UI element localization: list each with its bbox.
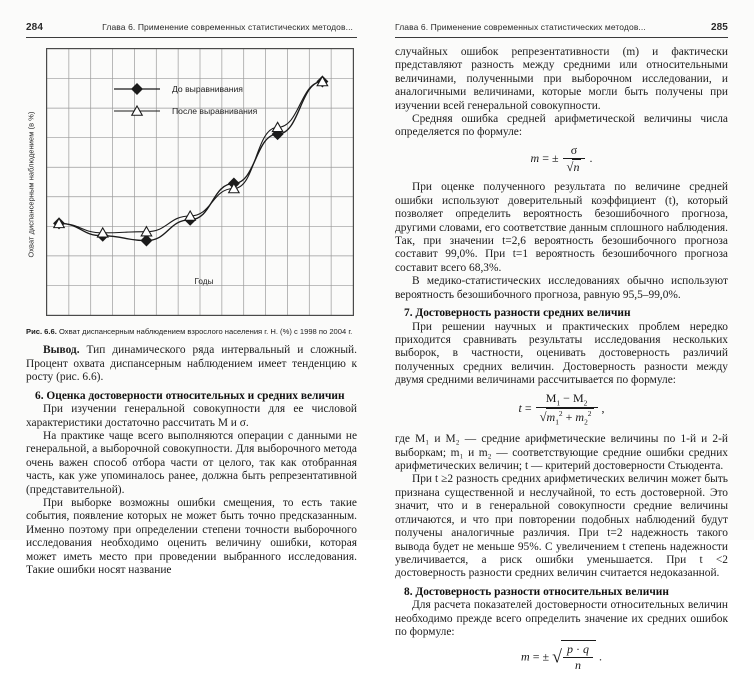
legend-label: До выравнивания: [172, 84, 243, 95]
right-page: [377, 0, 754, 673]
chart-series-layer: [54, 76, 328, 245]
formula-student-t: t = $\frac{M_1 - M_2}{√m_1^2 + m_2^2}$ ,: [518, 390, 605, 427]
figure-caption: [26, 327, 357, 336]
paragraph-right-8: Для расчета показателей достоверности относительных величин необходимо прежде всего определить значение их средних ошибок по формуле:: [395, 599, 728, 638]
legend-marker: [132, 84, 142, 94]
paragraph-right-7: При t ≥2 разность средних арифметических величин может быть признана существенной и неслучайной, то есть достоверной. Это значит, что и в генеральной совокупности средние величины отличаются, и что при повторении подобных наблюдений будут получены аналогичные различия. При t=2 надежность такого вывода будет не меньше 95%. С увеличением t степень надежности увеличивается, а риск ошибки уменьшается. При t <2 достоверность разности средних величин считается недоказанной.: [395, 473, 728, 580]
figure-6-6: [26, 48, 357, 336]
chart-y-axis-label: [24, 48, 38, 320]
formula-mean-error: m = ± $\frac{\sigma}{√n}$ .: [530, 142, 593, 174]
running-head-left: [26, 22, 357, 38]
paragraph-right-3: При оценке полученного результата по величине средней ошибки используют доверительный коэффициент (t), который позволяет определить вероятность безошибочного прогноза, другими словами, его соответствие данным сплошного наблюдения. Так, при значении t=2,6 вероятность безошибочного прогноза составит 99,0%. При t=1 вероятность безошибочного прогноза составит всего 68,3%.: [395, 181, 728, 274]
chart-legend: [114, 84, 258, 116]
paragraph-right-2: Средняя ошибка средней арифметической величины числа определяется по формуле:: [395, 113, 728, 139]
running-head-right: [395, 22, 728, 38]
figure-caption-label: Рис. 6.6.: [26, 327, 57, 336]
legend-label: После выравнивания: [172, 106, 258, 117]
line-chart-svg: [46, 48, 354, 316]
figure-caption-text: Охват диспансерным наблюдением взрослого населения г. Н. (%) с 1998 по 2004 г.: [58, 327, 353, 336]
section-heading-6: 6. Оценка достоверности относительных и средних величин: [35, 389, 345, 402]
paragraph-right-4: В медико-статистических исследованиях обычно используют вероятность безошибочного прогноза, равную 95,5–99,0%.: [395, 275, 728, 301]
paragraph-right-1: случайных ошибок репрезентативности (m) и фактически представляют разность между средними или относительными величинами, полученными при выборочном исследовании, и аналогичными величинами, которые могли быть получены при изучении всей генеральной совокупности.: [395, 46, 728, 112]
paragraph-right-5: При решении научных и практических проблем нередко приходится сравнивать результаты исследования нескольких выборок, в частности, оценивать достоверность различий полученных средних величин. Достоверность разности между двумя средними величинами рассчитывается по формуле:: [395, 320, 728, 387]
section-heading-8: 8. Достоверность разности относительных величин: [404, 585, 669, 598]
paragraph-right-6: где М₁ и М₂ — средние арифметические величины по 1-й и 2-й выборкам; m₁ и m₂ — соответствующие средние ошибки средних арифметических величин; t — критерий достоверности Стьюдента.: [395, 433, 728, 473]
chart-x-axis-label: Годы: [194, 277, 214, 286]
running-title-left: Глава 6. Применение современных статистических методов...: [102, 22, 353, 32]
chart-y-axis-label-text: Охват диспансерным наблюдением (в %): [26, 110, 36, 258]
paragraph-vyvod: [26, 344, 357, 384]
paragraph-left-2: На практике чаще всего выполняются операции с данными не генеральной, а выборочной совокупности. Для выборочного метода очень важен способ отбора части от целого, так как отобранная часть, как уже упоминалось ранее, должна быть репрезентативной (представительной).: [26, 429, 357, 496]
vyvod-lead: Вывод.: [43, 344, 80, 357]
vyvod-text: Тип динамического ряда интервальный и сложный. Процент охвата диспансерным наблюдением имеет тенденцию к росту (рис. 6.6).: [26, 344, 357, 384]
paragraph-left-1: При изучении генеральной совокупности для ее числовой характеристики достаточно рассчитать М и σ.: [26, 403, 357, 429]
page-number-left: 284: [26, 22, 43, 33]
section-heading-7: 7. Достоверность разности средних величин: [404, 307, 631, 320]
chart-area: [28, 48, 358, 320]
page-number-right: 285: [710, 22, 728, 33]
formula-relative-error: m = ± √ $\frac{p \cdot q}{n}$ .: [521, 642, 602, 673]
chart-data-point: [141, 235, 151, 245]
paragraph-left-3: При выборке возможны ошибки смещения, то есть такие события, появление которых не может быть точно предсказанным. Именно поэтому при определении степени точности выборочного исследования необходимо оценить величину ошибки, которая может иметь место при проведении выбранного исследования. Такие ошибки носят название: [26, 496, 357, 576]
running-title-right: Глава 6. Применение современных статистических методов...: [395, 22, 646, 32]
left-page: [0, 0, 377, 576]
chart-series-line: [59, 82, 322, 233]
